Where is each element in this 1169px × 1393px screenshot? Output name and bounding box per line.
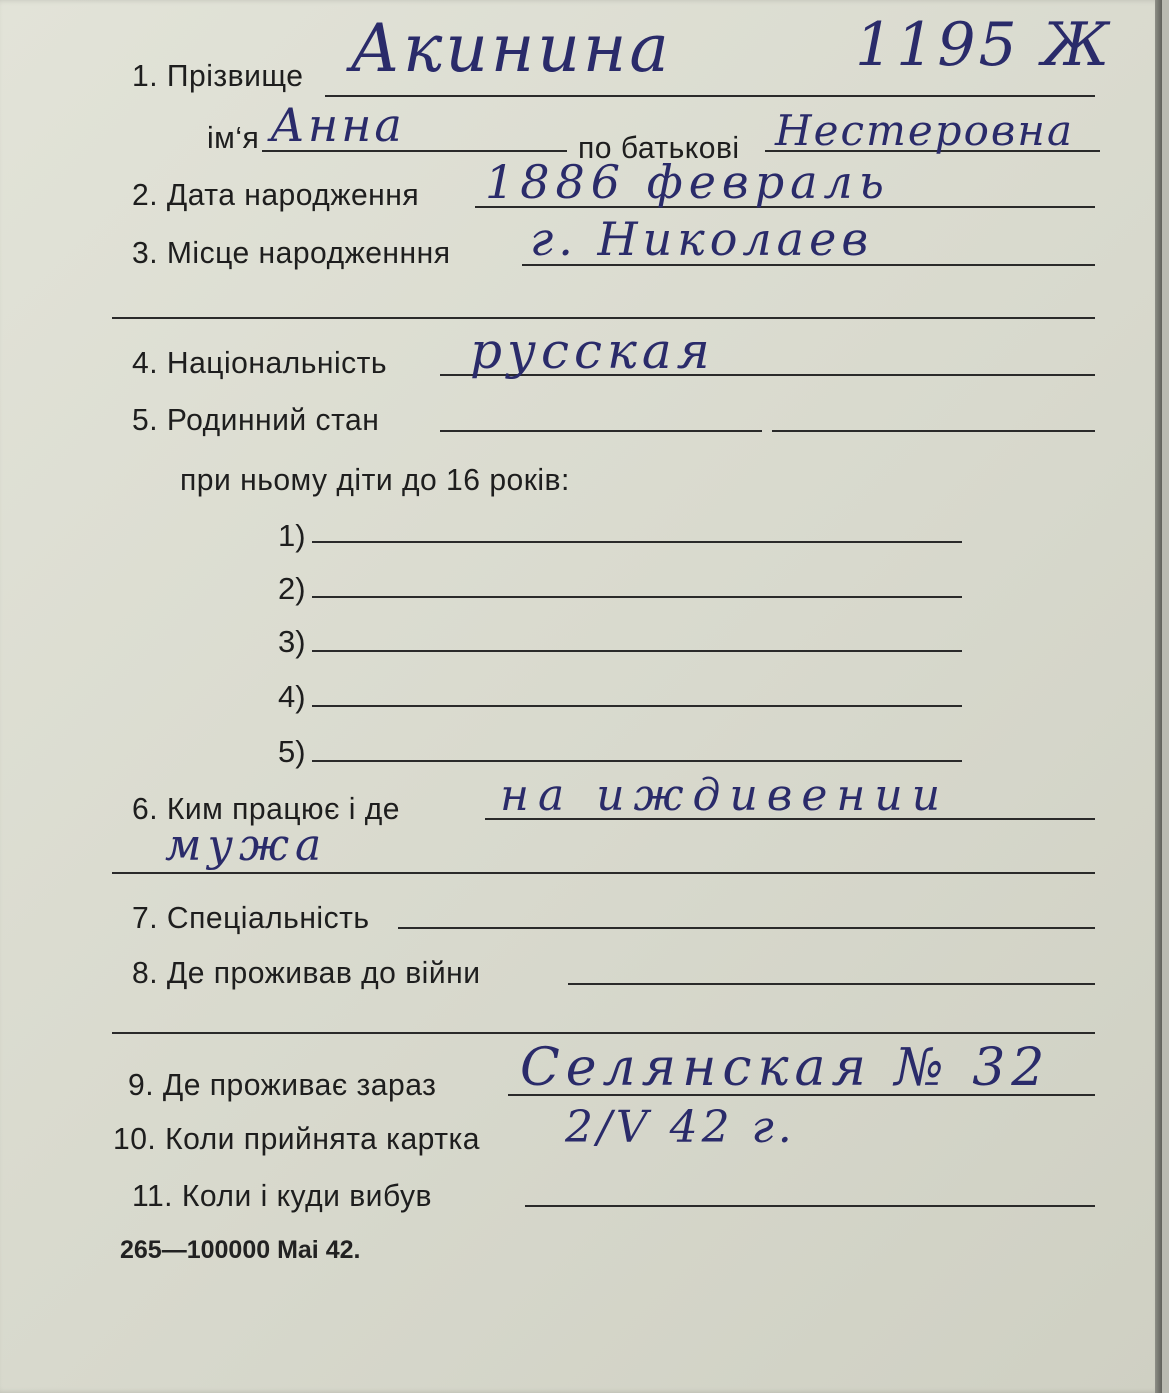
child-line-5 — [312, 760, 962, 762]
birth-date-handwriting: 1886 февраль — [485, 155, 890, 209]
prewar-line-2 — [112, 1032, 1095, 1034]
work-handwriting-1: на иждивении — [500, 770, 950, 821]
child-number-5: 5) — [278, 734, 306, 769]
children-label: при ньому діти до 16 років: — [180, 462, 570, 497]
specialty-line — [398, 927, 1095, 929]
marital-line-left — [440, 430, 762, 432]
print-code: 265—100000 Mai 42. — [120, 1236, 361, 1264]
card-edge — [1155, 0, 1162, 1393]
prewar-line — [568, 983, 1095, 985]
child-number-3: 3) — [278, 624, 306, 659]
patronymic-handwriting: Нестеровна — [775, 106, 1075, 155]
surname-handwriting: Акинина — [350, 10, 672, 87]
nationality-handwriting: русская — [470, 322, 715, 380]
current-label: 9. Де проживає зараз — [128, 1067, 437, 1102]
patronymic-label: по батькові — [578, 130, 740, 165]
child-number-2: 2) — [278, 571, 306, 606]
child-line-3 — [312, 650, 962, 652]
birth-place-handwriting: г. Николаев — [530, 212, 874, 266]
name-label: ім‘я — [207, 120, 260, 155]
work-label: 6. Ким працює і де — [132, 791, 401, 826]
nationality-label: 4. Національність — [132, 345, 388, 380]
child-line-4 — [312, 705, 962, 707]
child-number-4: 4) — [278, 679, 306, 714]
birth-place-label: 3. Місце народженння — [132, 235, 451, 270]
current-handwriting: Селянская № 32 — [520, 1038, 1051, 1098]
work-handwriting-2: мужа — [165, 820, 328, 871]
accepted-label: 10. Коли прийнята картка — [113, 1121, 480, 1156]
left-label: 11. Коли і куди вибув — [132, 1178, 433, 1213]
child-line-1 — [312, 541, 962, 543]
marital-line-right — [772, 430, 1095, 432]
child-line-2 — [312, 596, 962, 598]
child-number-1: 1) — [278, 518, 306, 553]
name-handwriting: Анна — [270, 98, 405, 152]
marital-label: 5. Родинний стан — [132, 402, 380, 437]
birth-place-line-2 — [112, 317, 1095, 319]
file-number-handwriting: 1195 Ж — [855, 10, 1113, 80]
work-line-2 — [112, 872, 1095, 874]
specialty-label: 7. Спеціальність — [132, 900, 370, 935]
left-line — [525, 1205, 1095, 1207]
accepted-handwriting: 2/V 42 г. — [565, 1102, 796, 1153]
birth-date-label: 2. Дата народження — [132, 177, 420, 212]
prewar-label: 8. Де проживав до війни — [132, 955, 481, 990]
surname-line — [325, 95, 1095, 97]
surname-label: 1. Прізвище — [132, 58, 304, 93]
